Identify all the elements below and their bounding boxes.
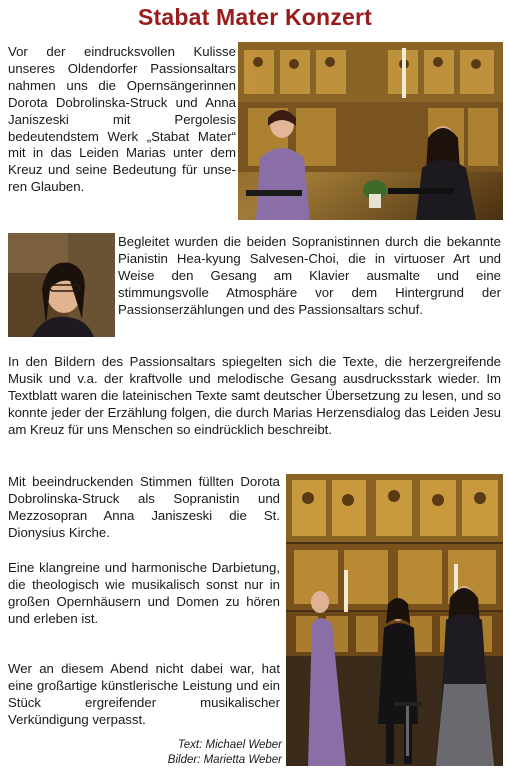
photo-singers-altar [238,42,503,220]
credit-text-author: Text: Michael Weber [177,739,282,751]
paragraph-performance: Eine klangreine und harmonische Darbietung, die theologisch wie musikalisch sonst nur in großen Opernhäusern und Domen zu hören und erleben ist. [8,560,280,626]
photo-performers-bow [286,474,503,766]
paragraph-voices: Mit beeindruckenden Stimmen füllten Dorota Dobrolinska-Struck als Sopranistin und Mezzosopran Anna Janiszeski die St. Dionysius Kirche. [8,474,280,540]
photo-pianist [8,233,115,337]
paragraph-closing: Wer an diesem Abend nicht dabei war, hat eine großartige künstlerische Leistung und ein Stück ergreifender musikalischer Verkündigung verpasst. [8,661,280,727]
paragraph-altar-texts: In den Bildern des Passionsaltars spiegelten sich die Texte, die herzergreifende Musik und v.a. der kraftvolle und melodische Gesang ausdrucksstark wieder. Im Textblatt waren die lateinischen Texte samt deutscher Übersetzung zu lesen, und so konnte jeder der Erzählung folgen, die durch Marias Herzensdialog das Leiden Jesu am Kreuz für uns Menschen so eindrücklich beschreibt. [8,354,501,437]
article-title: Stabat Mater Konzert [137,4,373,30]
credit-photo-author: Bilder: Marietta Weber [167,753,282,766]
paragraph-pianist: Begleitet wurden die beiden Sopranistinnen durch die bekannte Pianistin Hea-kyung Salvesen-Choi, die in virtuoser Art und Weise den Gesang am Klavier ausmalte und eine stimmungsvolle Atmosphäre vor dem Hintergrund der Passionserzählungen und des Passionsaltars schuf. [118,234,501,317]
paragraph-intro: Vor der eindrucksvollen Kulisse unseres Oldendorfer Passionsaltars nahmen uns die Opernsängerinnen Dorota Dobrolinska-Struck und Anna Janiszeski mit Pergolesis bedeutendstem Werk „Stabat Mater“ mit in das Leiden Marias unter dem Kreuz und seine Bedeutung für unseren Glauben. [8,44,236,195]
credits [100,738,282,767]
